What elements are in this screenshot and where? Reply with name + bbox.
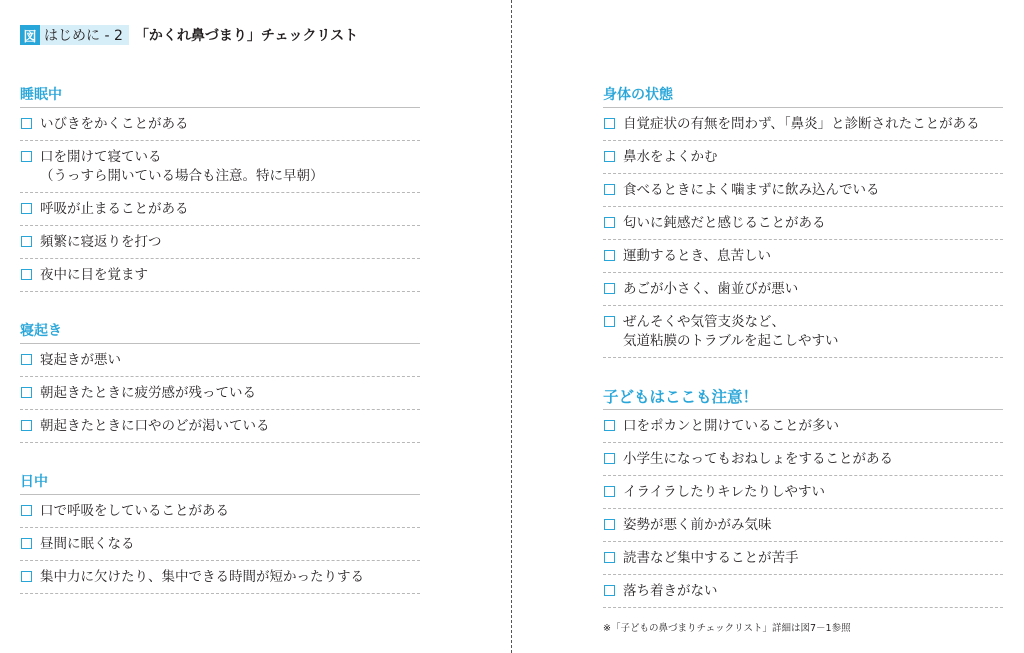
checkbox[interactable]	[604, 486, 615, 497]
checkbox[interactable]	[21, 571, 32, 582]
checklist-item-text: あごが小さく、歯並びが悪い	[623, 281, 799, 297]
section-title: 子どもはここも注意！	[603, 386, 1003, 410]
checkbox[interactable]	[21, 505, 32, 516]
checkbox[interactable]	[604, 151, 615, 162]
checkbox[interactable]	[21, 269, 32, 280]
figure-number: はじめに - 2	[40, 25, 129, 45]
checklist-item-text: 読書など集中することが苦手	[623, 550, 799, 566]
section-title: 寝起き	[20, 320, 420, 344]
section-title: 日中	[20, 471, 420, 495]
checkbox[interactable]	[604, 453, 615, 464]
checkbox[interactable]	[604, 118, 615, 129]
checklist-item[interactable]	[603, 273, 1003, 306]
footnote: ※「子どもの鼻づまりチェックリスト」詳細は図7－1参照	[603, 623, 851, 634]
checklist-item-text: 集中力に欠けたり、集中できる時間が短かったりする	[40, 569, 364, 585]
checklist-item[interactable]	[603, 306, 1003, 358]
checklist-item-text: 運動するとき、息苦しい	[623, 248, 771, 264]
checklist-item[interactable]	[603, 476, 1003, 509]
checklist-item-text: 寝起きが悪い	[40, 352, 121, 368]
checkbox[interactable]	[21, 387, 32, 398]
checkbox[interactable]	[604, 316, 615, 327]
checkbox[interactable]	[21, 236, 32, 247]
checkbox[interactable]	[21, 203, 32, 214]
checklist-item[interactable]	[20, 108, 420, 141]
checklist-item-text: 朝起きたときに口やのどが渇いている	[40, 418, 270, 434]
checklist-section	[20, 320, 420, 443]
checklist-item[interactable]	[20, 226, 420, 259]
checklist-item[interactable]	[20, 377, 420, 410]
checklist-item-text: 落ち着きがない	[623, 583, 718, 599]
section-title: 身体の状態	[603, 84, 1003, 108]
section-title: 睡眠中	[20, 84, 420, 108]
checklist-item-text: ぜんそくや気管支炎など、 気道粘膜のトラブルを起こしやすい	[623, 314, 839, 349]
checklist-item[interactable]	[603, 174, 1003, 207]
checklist-item[interactable]	[20, 561, 420, 594]
checklist-item[interactable]	[603, 141, 1003, 174]
checkbox[interactable]	[604, 552, 615, 563]
checklist-item[interactable]	[603, 108, 1003, 141]
left-column	[20, 84, 420, 622]
checklist-item-text: いびきをかくことがある	[40, 116, 189, 132]
checkbox[interactable]	[604, 184, 615, 195]
checklist-item-text: 頻繁に寝返りを打つ	[40, 234, 162, 250]
right-column	[603, 84, 1003, 636]
checklist-item[interactable]	[20, 344, 420, 377]
figure-badge: 図	[20, 25, 40, 45]
checkbox[interactable]	[604, 217, 615, 228]
checkbox[interactable]	[604, 283, 615, 294]
checklist-item-text: 昼間に眠くなる	[40, 536, 135, 552]
checklist-item[interactable]	[603, 240, 1003, 273]
checkbox[interactable]	[21, 538, 32, 549]
checklist-item-text: 朝起きたときに疲労感が残っている	[40, 385, 256, 401]
checklist-item[interactable]	[603, 509, 1003, 542]
checkbox[interactable]	[21, 118, 32, 129]
checklist-item[interactable]	[603, 207, 1003, 240]
checkbox[interactable]	[604, 420, 615, 431]
checklist-item-text: イライラしたりキレたりしやすい	[623, 484, 825, 500]
figure-label	[20, 25, 358, 45]
checklist-item-text: 鼻水をよくかむ	[623, 149, 718, 165]
checklist-item-text: 口をポカンと開けていることが多い	[623, 418, 839, 434]
checklist-item-text: 自覚症状の有無を問わず、「鼻炎」と診断されたことがある	[623, 116, 980, 132]
checklist-section	[20, 84, 420, 292]
checklist-item-text: 呼吸が止まることがある	[40, 201, 189, 217]
checklist-item[interactable]	[603, 542, 1003, 575]
checklist-item[interactable]	[20, 528, 420, 561]
checklist-item[interactable]	[603, 575, 1003, 608]
checklist-item-text: 匂いに鈍感だと感じることがある	[623, 215, 826, 231]
checklist-item-text: 食べるときによく噛まずに飲み込んでいる	[623, 182, 880, 198]
checklist-item-text: 小学生になってもおねしょをすることがある	[623, 451, 893, 467]
checklist-item[interactable]	[20, 410, 420, 443]
checklist-item-text: 夜中に目を覚ます	[40, 267, 148, 283]
checklist-item[interactable]	[20, 141, 420, 193]
checklist-item[interactable]	[20, 259, 420, 292]
checklist-item[interactable]	[603, 443, 1003, 476]
column-divider	[511, 0, 512, 653]
checklist-item-text: 口を開けて寝ている （うっすら開いている場合も注意。特に早朝）	[40, 149, 324, 184]
checkbox[interactable]	[21, 420, 32, 431]
checkbox[interactable]	[21, 151, 32, 162]
checkbox[interactable]	[21, 354, 32, 365]
checklist-section	[20, 471, 420, 594]
checklist-item-text: 口で呼吸をしていることがある	[40, 503, 229, 519]
checkbox[interactable]	[604, 519, 615, 530]
figure-title: 「かくれ鼻づまり」チェックリスト	[134, 28, 359, 44]
checklist-item[interactable]	[20, 193, 420, 226]
checklist-item-text: 姿勢が悪く前かがみ気味	[623, 517, 772, 533]
checklist-item[interactable]	[20, 495, 420, 528]
checklist-section	[603, 84, 1003, 358]
checkbox[interactable]	[604, 585, 615, 596]
checklist-item[interactable]	[603, 410, 1003, 443]
checkbox[interactable]	[604, 250, 615, 261]
checklist-section	[603, 386, 1003, 608]
